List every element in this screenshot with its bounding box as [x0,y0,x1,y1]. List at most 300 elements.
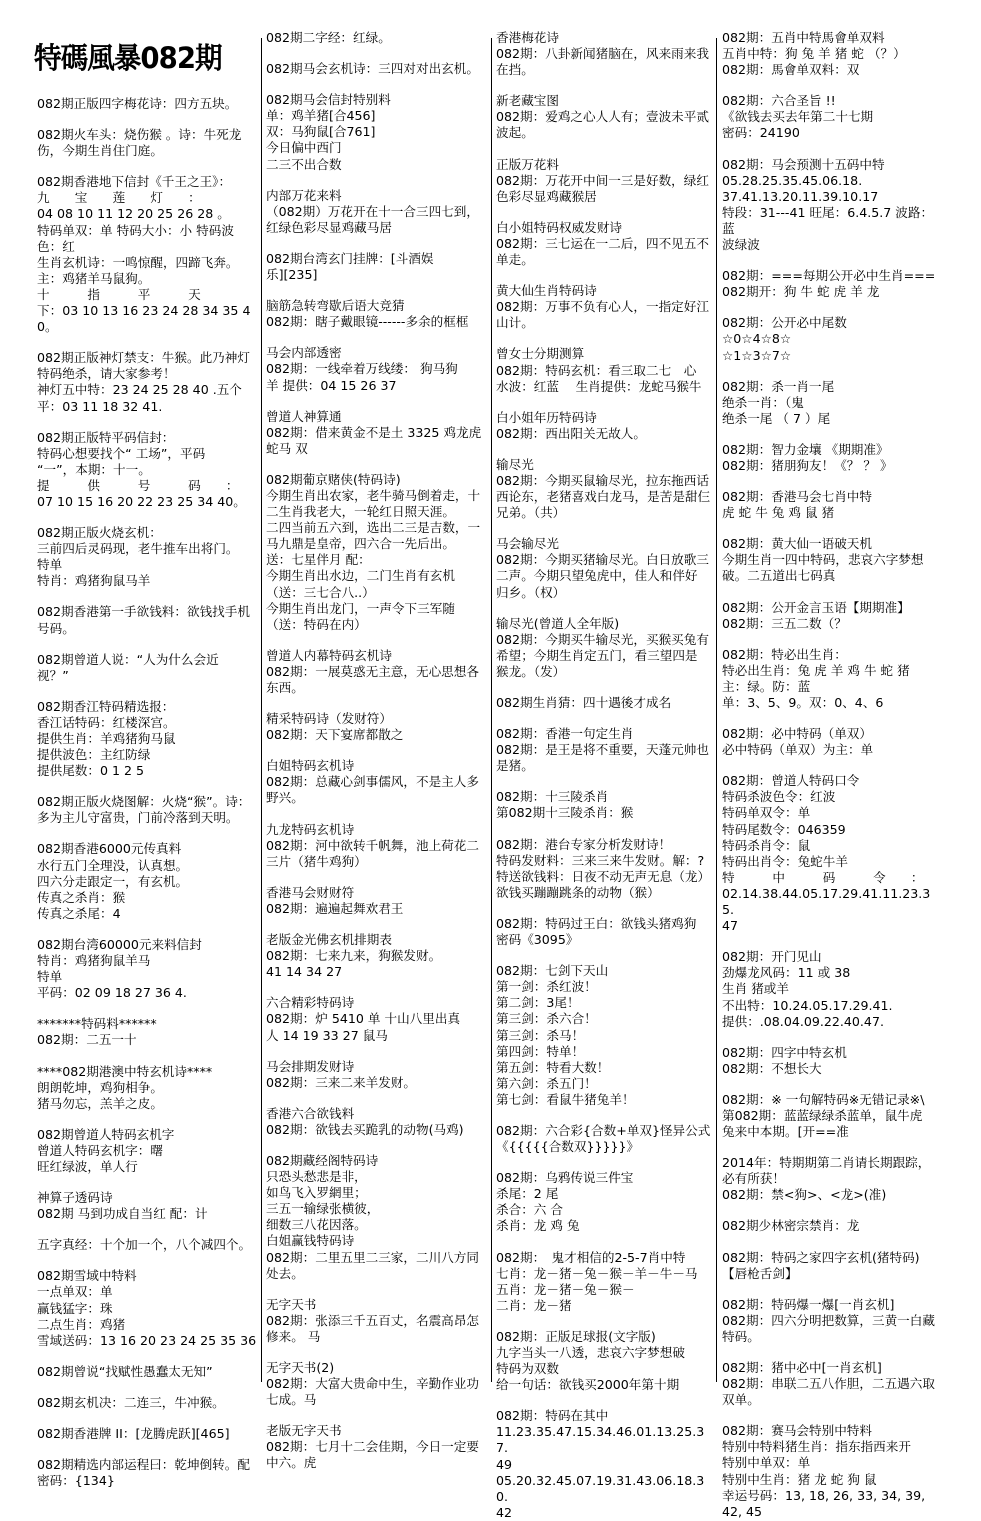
text-line: 37.41.13.20.11.39.10.17 [722,188,879,204]
text-line: 曾道人内幕特码玄机诗 [266,647,392,663]
text-line: 传真之杀肖：猴 [37,889,126,905]
text-line: 特码发财料：三来三来牛发财。解：? [496,852,705,868]
text-block [722,268,942,300]
text-line: 只恐头愁悲是非， [266,1169,367,1185]
text-line: 香江话特码：红楼深宫。 [37,714,176,730]
text-line: 乐][235] [266,267,318,283]
text-line: 必有所获！ [722,1171,785,1187]
text-line: 《欲钱去买去年第二十七期 [722,109,874,125]
text-line: 082期：马会预测十五码中特 [722,156,885,172]
text-line: 082期：八卦新闻猪脑在，风来雨来我 [496,46,709,62]
text-line: ****082期港澳中特玄机诗**** [37,1063,213,1079]
text-block [722,1360,942,1408]
text-line: 082期：七月十二会佳期，今日一定要 [266,1439,479,1455]
text-line: 神算子透码诗 [37,1190,113,1206]
text-line: 特码绝杀，请大家参考！ [37,366,176,382]
text-block [496,916,712,948]
text-line: 必中特码（单双）为主：单 [722,742,874,758]
text-line: 单走。 [496,252,534,268]
text-block [266,885,487,917]
text-line: 082期：必中特码（单双） [722,726,872,742]
text-line: 082期正版特平码信封： [37,429,175,445]
text-block [722,1045,942,1077]
text-line: 082期：香港一句定生肖 [496,726,634,742]
text-line: 提 供 号 码 ： [37,477,239,493]
text-line: 082期：特码爆一爆[一肖玄机] [722,1296,895,1312]
text-line: 三五一输绿张横彼， [266,1201,380,1217]
text-block [496,837,712,901]
text-block [266,1153,487,1282]
text-block [37,1237,257,1253]
text-line: 特单 [37,557,63,573]
text-block [266,409,487,457]
text-line: 神灯五中特：23 24 25 28 40 .五个 [37,382,242,398]
text-line: 下：03 10 13 16 23 24 28 34 35 4 [37,303,251,319]
text-line: 今期生肖出龙门，一声令下三军随 [266,600,455,616]
text-line: 特段：31---41 旺尾：6.4.5.7 波路：蓝 [722,204,934,236]
text-line: 欲钱买蹦蹦跳条的动物（猴） [496,884,660,900]
text-line: 082期：万花开中间一三是好数，绿红 [496,172,709,188]
text-line: 绝杀一肖：（鬼 [722,394,804,410]
text-line: 第一剑：杀红波！ [496,979,597,995]
text-line: 082期：赛马会特别中特料 [722,1423,872,1439]
text-line: 082期精选内部运程曰：乾坤倒转。配 [37,1457,250,1473]
text-line: 特码杀波色令：红波 [722,789,836,805]
text-line: 号码。 [37,620,75,636]
text-line: 生肖玄机诗：一鸣惊醒，四蹄飞奔。 [37,254,239,270]
text-line: 082期：===每期公开必中生肖=== [722,268,936,284]
text-block [722,726,942,758]
text-line: 082期：一线牵着万线缕： 狗马狗 [266,361,458,377]
text-line: 特码杀肖令：鼠 [722,837,811,853]
text-line: 七肖：龙－猪－兔－猴－羊－牛－马 [496,1265,698,1281]
text-line: 082期：※ 一句解特码※无错记录※\ [722,1091,925,1107]
text-line: 082期：馬會单双料：双 [722,62,860,78]
text-line: 082期：西出阳关无故人。 [496,425,646,441]
text-block [722,315,942,363]
text-line: 白姐赢钱特码诗 [266,1233,355,1249]
text-line: 082期：猪中必中[一肖玄机] [722,1360,882,1375]
text-block [496,1170,712,1234]
text-line: 42 [496,1504,513,1520]
text-line: 第三剑：杀六合！ [496,1011,597,1027]
text-line: 082期：四字中特玄机 [722,1044,847,1060]
text-line: 密码：{134} [37,1473,115,1489]
text-line: 082期：今期买鼠输尽光，拉东拖西话 [496,472,709,488]
text-line: 082期： 鬼才相信的2-5-7肖中特 [496,1249,686,1265]
column-1 [34,96,260,1489]
text-line: 兄弟。（共） [496,505,566,521]
text-line: 猴龙。（发） [496,663,566,679]
text-line: 新老藏宝图 [496,93,559,109]
text-line: 082期马会玄机诗：三四对对出玄机。 [266,61,479,77]
text-line: 输尽光(曾道人全年版) [496,615,620,631]
text-line: 黄大仙生肖特码诗 [496,283,597,299]
text-line: 082期：二里五里二三家，二川八方同 [266,1249,479,1265]
text-line: 一点单双：单 [37,1284,113,1300]
text-block [722,949,942,1029]
text-line: 处去。 [266,1265,304,1281]
text-block [37,350,257,414]
text-line: 082期香港6000元传真料 [37,841,182,857]
text-line: 生肖 猪或羊 [722,981,789,997]
text-block [37,127,257,159]
text-line: 082期：公开金言玉语【期期准】 [722,599,910,615]
text-line: 082期：杀一肖一尾 [722,378,835,394]
text-line: 伤，今期生肖住门庭。 [37,143,163,159]
text-line: 破。二五道出七码真 [722,568,836,584]
text-line: 082期：六合彩{合数+单双}怪异公式 [496,1122,711,1138]
text-block [37,794,257,826]
text-line: 在挡。 [496,62,534,78]
text-line: 二点生肖：鸡猪 [37,1316,126,1332]
text-line: 082期：香港马会七肖中特 [722,489,872,505]
text-block [37,1395,257,1411]
text-block [722,1423,942,1520]
text-line: 04 08 10 11 12 20 25 26 28 。 [37,206,230,222]
text-block [266,30,487,46]
text-line: 082期：五肖中特馬會单双料 [722,30,885,45]
text-line: 082期：乌鸦传说三件宝 [496,1170,634,1186]
text-block [722,1092,942,1140]
text-line: 2014年：特期期第二肖请长期跟踪， [722,1155,931,1171]
text-block [266,1423,487,1471]
text-line: 输尽光 [496,456,534,472]
text-line: 白姐特码玄机诗 [266,758,355,774]
text-line: 西论东，老猪喜戏白龙马，是苦是甜仨 [496,489,711,505]
text-block [722,1297,942,1345]
text-line: 色彩尽显鸡藏猴居 [496,188,597,204]
text-line: 082期：一展莫惑无主意，无心思想各 [266,663,479,679]
text-line: 四六分走跟定一，有玄机。 [37,873,189,889]
text-line: 三片（猪牛鸡狗） [266,853,367,869]
text-line: “一”，本期：十一。 [37,461,151,477]
text-line: 香港梅花诗 [496,30,559,45]
text-line: 第082期：蓝蓝绿绿杀蓝单，鼠牛虎 [722,1107,923,1123]
text-line: 第二剑：3尾！ [496,995,580,1011]
text-line: 香港马会财财符 [266,884,355,900]
text-line: 082期：六合圣旨 !! [722,93,836,109]
text-line: 曾道人神算通 [266,408,342,424]
text-line: 六合精彩特码诗 [266,995,355,1011]
text-line: 082期：瞎子戴眼镜------多余的框框 [266,314,469,330]
text-line: 082期：猪朋狗友！《？ ？ 》 [722,457,893,473]
text-line: 082期：爱鸡之心人人有；壹波未平贰 [496,109,709,125]
text-block [37,1127,257,1175]
text-line: 082期香港地下信封《千王之王》： [37,174,232,190]
column-2 [263,30,490,1471]
text-block [722,93,942,141]
text-line: 多为主儿守富贵，门前冷落到天明。 [37,810,239,826]
text-block [266,251,487,283]
text-block [266,1360,487,1408]
text-line: 提供波色：主红防绿 [37,747,151,763]
text-line: 第七剑：看鼠牛猪兔羊！ [496,1091,635,1107]
column-4 [719,30,945,1519]
text-line: 二四当前五六到，选出二三是吉数，一 [266,520,481,536]
text-block [496,1329,712,1393]
text-line: 幸运号码：13, 18, 26, 33, 34, 39, [722,1487,926,1503]
text-line: 密码《3095》 [496,932,579,948]
text-block [37,1268,257,1348]
text-block [722,1155,942,1203]
text-line: 无字天书 [266,1296,317,1312]
text-line: 今期生肖出水边，二门生肖有玄机 [266,568,455,584]
text-block [496,789,712,821]
text-line: 特必出生肖：兔 虎 羊 鸡 牛 蛇 猪 [722,662,910,678]
text-line: 特肖：鸡猪狗鼠羊马 [37,953,151,969]
text-line: 精采特码诗（发财符） [266,711,392,727]
text-line: 082期：欲钱去买跪乳的动物(马鸡) [266,1121,464,1137]
text-block [496,1123,712,1155]
text-line: 082期：总藏心剑事儒风，不是主人多 [266,774,479,790]
text-line: 082期：三来二来羊发财。 [266,1074,416,1090]
text-block [496,220,712,268]
text-line: 082期：正版足球报(文字版) [496,1328,656,1344]
text-line: 七成。马 [266,1392,317,1408]
text-line: 082期香港牌 II：[龙腾虎跃][465] [37,1426,230,1441]
text-line: 提供：.08.04.09.22.40.47. [722,1013,884,1029]
text-block [266,932,487,980]
text-block [266,648,487,696]
text-line: 正版万花料 [496,156,559,172]
text-line: 【唇枪舌剑】 [722,1265,798,1281]
text-line: 082期：万事不负有心人，一指定好江 [496,299,709,315]
text-line: 是猪。 [496,758,534,774]
text-line: （送：三七合八..） [266,584,375,600]
text-line: 082期香港第一手欲钱料：欲钱找手机 [37,604,250,620]
text-block [496,695,712,711]
text-block [722,1218,942,1234]
text-block [37,430,257,510]
text-line: 082期：是王是将不重要，天蓬元帅也 [496,742,709,758]
text-line: 单：3、5、9。双：0、4、6 [722,695,884,710]
text-block [266,92,487,172]
text-line: 特 中 码 令 ： [722,869,924,885]
text-line: 送：七星伴月 配： [266,552,371,568]
text-line: 02.14.38.44.05.17.29.41.11.23.35. [722,885,931,918]
text-line: 水波：红蓝 生肖提供：龙蛇马猴牛 [496,378,702,394]
text-line: 九 宝 莲 灯 ： [37,190,201,206]
text-line: 082期二字经：红绿。 [266,30,391,45]
text-block [496,157,712,205]
text-block [722,647,942,711]
text-block [722,600,942,632]
text-line: 今日偏中西门 [266,140,342,156]
text-block [37,96,257,112]
text-line: 五肖中特：狗 兔 羊 猪 蛇 （？） [722,46,906,62]
text-block [496,726,712,774]
text-line: 老版无字天书 [266,1423,342,1439]
text-line: 曾道人特码玄机字：曙 [37,1142,163,1158]
text-block [496,410,712,442]
text-line: 082期正版火烧玄机： [37,525,162,541]
text-line: 082期藏经阁特码诗 [266,1152,379,1168]
text-line: 白小姐特码权威发财诗 [496,219,622,235]
text-line: 二生肖我老大，一轮红日照天涯。 [266,504,455,520]
text-line: 色：红 [37,238,75,254]
text-block [37,525,257,589]
text-line: 马会内部透密 [266,345,342,361]
text-block [722,536,942,584]
text-line: 猪马勿忘，羔羊之皮。 [37,1095,163,1111]
text-line: 082期曾说“找赋性愚蠢太无知” [37,1363,213,1379]
text-line: 082期：特码过王白：欲钱头猪鸡狗 [496,915,697,931]
text-line: 082期：天下宴席都散之 [266,727,404,743]
text-line: 主：鸡猪羊马鼠狗。 [37,270,151,286]
text-line: ☆0☆4☆8☆ [722,331,792,347]
text-line: 《{{{{{合数双}}}}}》 [496,1139,640,1155]
text-block [496,963,712,1108]
text-block [266,711,487,743]
text-line: 082期开：狗 牛 蛇 虎 羊 龙 [722,284,880,300]
text-line: 二声。今期只望兔虎中，佳人和伴好 [496,568,698,584]
text-line: 单：鸡羊猪[合456] [266,108,376,124]
text-line: 特码单双令：单 [722,805,811,821]
text-line: 特码。 [722,1328,760,1344]
text-line: 49 [496,1456,513,1472]
text-block [722,379,942,427]
text-line: 九字当头一八透，悲哀六字梦想破 [496,1345,685,1360]
text-line: 082期：特码之家四字玄机(猪特码) [722,1249,920,1265]
text-line: 白小姐年历特码诗 [496,409,597,425]
text-line: 水行五门全理没，认真想。 [37,857,189,873]
text-block [37,1064,257,1112]
text-line: 41 14 34 27 [266,964,343,980]
text-line: 归乡。（权） [496,584,566,600]
text-line: 人 14 19 33 27 鼠马 [266,1027,388,1043]
text-line: 082期：不想长大 [722,1060,822,1076]
text-line: 082期：三五二数（？ [722,615,847,631]
text-line: （送：特码在内） [266,616,367,632]
text-block [722,773,942,934]
text-block [722,30,942,78]
text-line: 082期葡京赌侠(特码诗) [266,471,401,487]
text-block [266,298,487,330]
text-line: 马九鼎是皇帝，四六合一先后出。 [266,536,455,552]
text-block [722,442,942,474]
text-line: 传真之杀尾：4 [37,905,121,921]
text-line: 082期：智力金壤 《期期准》 [722,441,889,457]
text-line: ☆1☆3☆7☆ [722,347,792,363]
text-line: *******特码料****** [37,1016,157,1032]
text-block [37,604,257,636]
text-line: 05.20.32.45.07.19.31.43.06.18.30. [496,1472,705,1504]
text-line: 提供生肖：羊鸡猪狗马鼠 [37,731,176,746]
text-block [266,1297,487,1345]
text-line: 082期：七剑下天山 [496,963,609,979]
text-line: 杀合：六 合 [496,1202,563,1218]
text-line: 视？” [37,667,69,683]
text-line: 082期 马到功成自当红 配：计 [37,1206,208,1222]
text-block [496,30,712,78]
text-block [37,699,257,779]
text-line: 主：绿。防：蓝 [722,678,811,694]
text-line: 082期：七来九来，狗猴发财。 [266,948,442,964]
text-line: 082期生肖猜：四十遇後才成名 [496,695,672,710]
text-block [266,758,487,806]
text-line: 082期：借来黄金不是土 3325 鸡龙虎 [266,424,482,440]
text-line: 特单 [37,969,63,985]
text-line: 平码：02 09 18 27 36 4. [37,985,187,1001]
text-line: 082期：今期买牛输尽光，买猴买兔有 [496,631,709,647]
text-block [37,1457,257,1489]
column-divider [716,38,717,1382]
text-line: 11.23.35.47.15.34.46.01.13.25.37. [496,1424,705,1456]
text-line: 特码尾数令：046359 [722,821,846,837]
text-line: 082期：港台专家分析发财诗！ [496,836,672,852]
text-block [496,346,712,394]
text-line: 如鸟飞入罗網里； [266,1185,367,1201]
text-line: 082期：二五一十 [37,1032,137,1048]
text-line: 希望；今期生肖定五门，看三望四是 [496,647,698,663]
text-line: 二三不出合数 [266,156,342,172]
text-line: 中六。虎 [266,1455,317,1471]
column-divider [261,38,262,1382]
text-block [496,283,712,331]
text-line: 双：马狗鼠[合761] [266,124,376,140]
text-line: 脑筋急转弯歇后语大竞猜 [266,298,405,314]
text-line: 二肖：龙－猪 [496,1297,572,1313]
text-line: 提供尾数：0 1 2 5 [37,763,145,779]
text-line: 42, 45 [722,1503,763,1519]
text-line: 082期：炉 5410 单 十山八里出真 [266,1011,461,1027]
text-line: 双单。 [722,1392,760,1408]
text-line: 082期台湾玄门挂牌：[斗酒娱 [266,250,434,266]
text-block [722,157,942,254]
text-line: 082期曾道人说：“人为什么会近 [37,651,219,667]
text-line: 马会排期发财诗 [266,1058,355,1074]
text-block [266,995,487,1043]
text-line: 野兴。 [266,790,304,806]
text-block [496,616,712,680]
text-line: 0。 [37,319,58,335]
text-line: 082期：三七运在一二后，四不见五不 [496,235,709,251]
text-block [266,822,487,870]
text-line: 波起。 [496,125,534,141]
text-line: 曾女士分期测算 [496,346,585,362]
text-block [496,536,712,600]
text-line: 兔来中本期。[开==准 [722,1124,849,1140]
text-block [37,174,257,335]
text-line: 082期少林密宗禁肖：龙 [722,1218,860,1234]
text-line: 密码：24190 [722,125,800,141]
text-line: 今期生肖出农家，老牛骑马倒着走，十 [266,487,481,503]
text-line: 082期火车头：烧伤猴 。诗：牛死龙 [37,127,242,143]
text-line: 五字真经：十个加一个，八个减四个。 [37,1237,252,1253]
text-line: 旺红绿波，单人行 [37,1158,138,1174]
text-line: 山计。 [496,315,534,331]
text-block [266,472,487,633]
text-line: 082期香江特码精选报： [37,698,175,714]
text-line: 082期：曾道人特码口令 [722,773,860,789]
text-block [266,1059,487,1091]
text-line: 平：03 11 18 32 41. [37,398,163,414]
text-line: 特别中特料猪生肖：指东指西来开 [722,1439,911,1455]
text-block [722,1250,942,1282]
text-line: 东西。 [266,680,304,695]
text-block [496,1250,712,1314]
text-line: 绝杀一尾 （ 7 ）尾 [722,410,831,426]
text-block [496,93,712,141]
text-line: 虎 蛇 牛 兔 鸡 鼠 猪 [722,505,835,521]
text-block [37,1426,257,1442]
text-line: 不出特：10.24.05.17.29.41. [722,997,893,1013]
text-block [496,457,712,521]
text-line: 082期玄机决：二连三，牛冲猴。 [37,1394,225,1410]
text-line: 给一句话：欲钱买2000年第十期 [496,1377,680,1393]
text-line: （082期）万花开在十一合三四七到， [266,203,479,219]
